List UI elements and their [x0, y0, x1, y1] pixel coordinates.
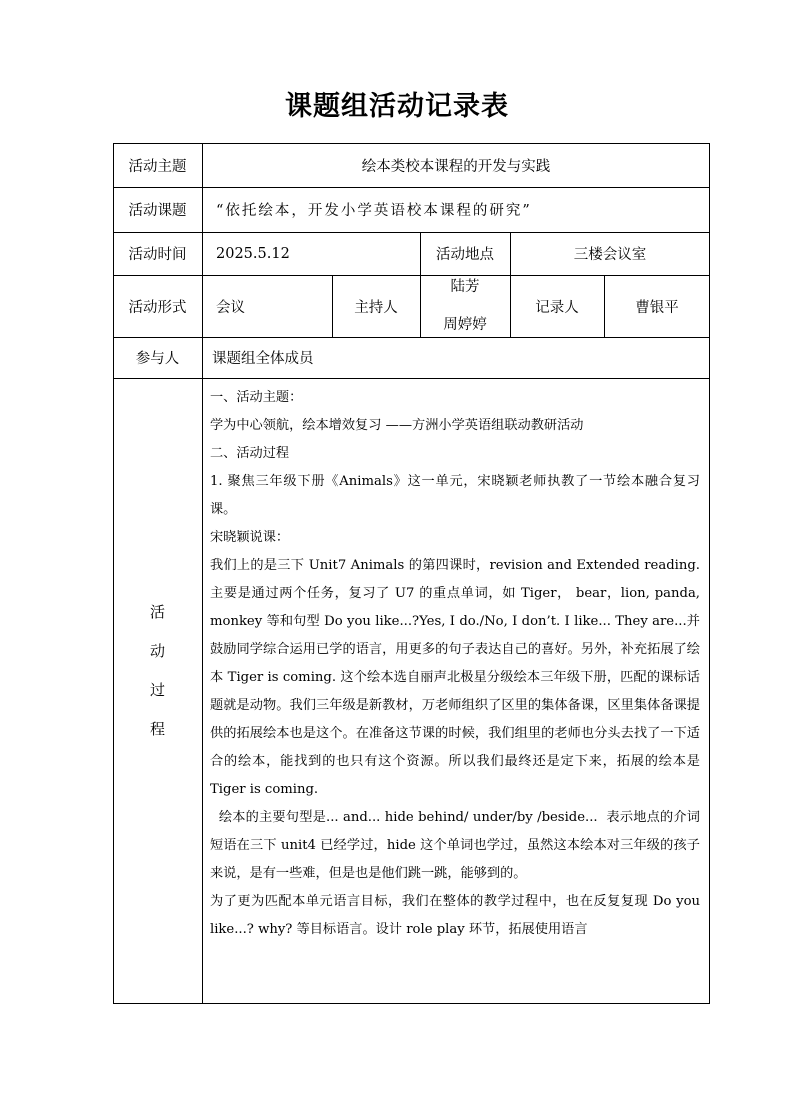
host-name: 周婷婷 — [443, 317, 487, 333]
process-label-char: 程 — [149, 720, 165, 738]
content-paragraph: 宋晓颖说课： — [210, 530, 290, 545]
recorder-label: 记录人 — [535, 299, 579, 316]
host-label: 主持人 — [354, 299, 398, 316]
process-label-char: 过 — [149, 681, 165, 699]
topic-label: 活动课题 — [128, 203, 187, 219]
theme-value: 绘本类校本课程的开发与实践 — [361, 158, 551, 175]
recorder-value: 曹银平 — [635, 299, 679, 316]
process-label — [113, 378, 202, 1004]
content-paragraph: 绘本的主要句型是... and... hide behind/ under/by /beside... 表示地点的介词短语在三下 unit4 已经学过，hide 这个单词也学过，虽然这本绘本对三年级的孩子来说，是有一些难，但是也是他们跳一跳，能够到的。 — [210, 810, 700, 881]
content-paragraph: 学为中心领航，绘本增效复习 ——方洲小学英语组联动教研活动 — [210, 418, 584, 433]
participants-value: 课题组全体成员 — [212, 351, 314, 367]
time-label: 活动时间 — [128, 247, 187, 263]
theme-label: 活动主题 — [128, 158, 187, 175]
place-value: 三楼会议室 — [573, 247, 647, 263]
content-paragraph: 我们上的是三下 Unit7 Animals 的第四课时，revision and Extended reading.主要是通过两个任务，复习了 U7 的重点单词，如 Tiger， bear，lion, panda, monkey 等和句型 Do you like...?Yes, I do./No, I don’t. I like... They are...并鼓励同学综合运用已学的语言，用更多的句子表达自己的喜好。另外，补充拓展了绘本 Tiger is coming. 这个绘本选自丽声北极星分级绘本三年级下册，匹配的课标话题就是动物。我们三年级是新教材，万老师组织了区里的集体备课，区里集体备课提供的拓展绘本也是这个。在准备这节课的时候，我们组里的老师也分头去找了一下适合的绘本，能找到的也只有这个资源。所以我们最终还是定下来，拓展的绘本是 Tiger is coming. — [210, 558, 700, 797]
process-content — [210, 384, 700, 1004]
content-paragraph: 为了更为匹配本单元语言目标，我们在整体的教学过程中，也在反复复现 Do you like...? why? 等目标语言。设计 role play 环节，拓展使用语言 — [210, 894, 700, 937]
host-name: 陆芳 — [450, 279, 480, 295]
process-label-char: 动 — [149, 642, 165, 660]
participants-label: 参与人 — [135, 351, 180, 367]
time-value: 2025.5.12 — [216, 245, 290, 262]
form-value: 会议 — [216, 299, 245, 316]
process-label-char: 活 — [149, 603, 165, 621]
host-names — [420, 275, 510, 337]
content-paragraph: 一、活动主题： — [210, 390, 303, 405]
content-paragraph: 1. 聚焦三年级下册《Animals》这一单元，宋晓颖老师执教了一节绘本融合复习课。 — [210, 474, 700, 517]
content-paragraph: 二、活动过程 — [210, 446, 290, 461]
topic-value: “依托绘本，开发小学英语校本课程的研究” — [216, 203, 532, 219]
form-label: 活动形式 — [128, 299, 187, 316]
place-label: 活动地点 — [436, 247, 494, 263]
page-title: 课题组活动记录表 — [285, 91, 509, 122]
